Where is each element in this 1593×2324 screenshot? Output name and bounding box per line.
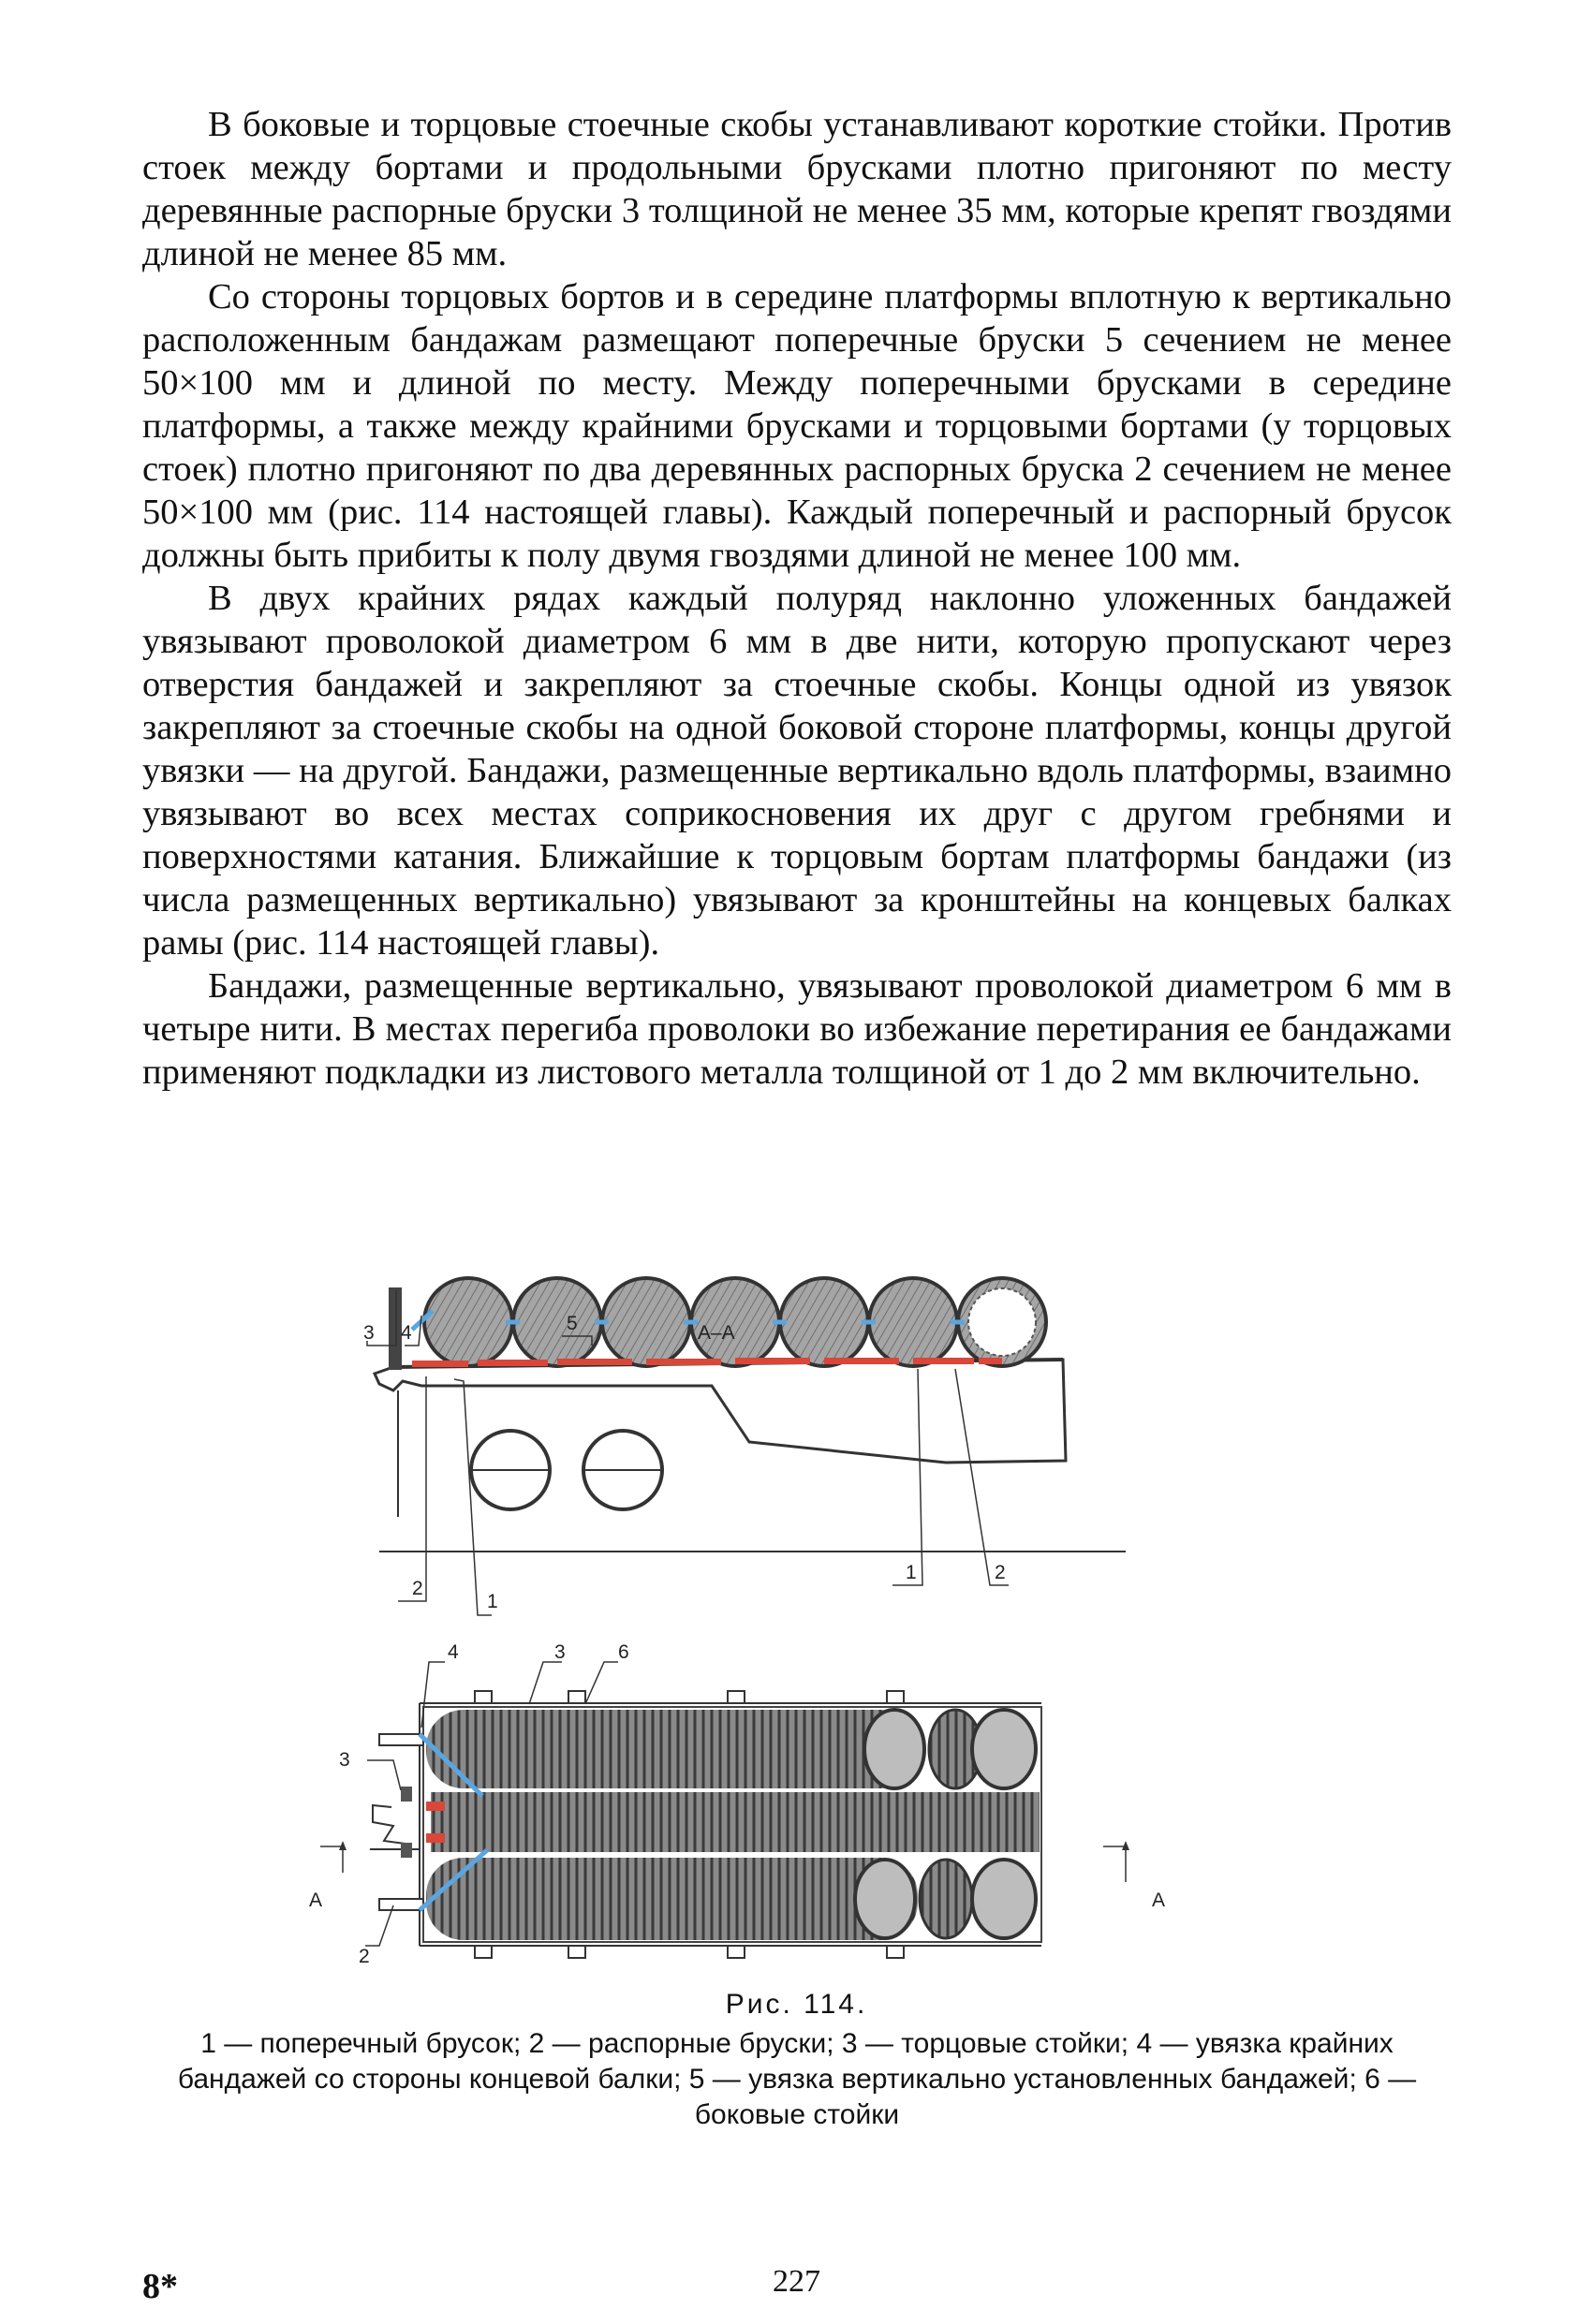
figure-caption-title: Рис. 114. bbox=[725, 1989, 868, 2020]
callout-4: 4 bbox=[401, 1322, 412, 1344]
callout-6: 6 bbox=[618, 1641, 629, 1663]
callout-3: 3 bbox=[554, 1641, 566, 1663]
figure-caption-legend: 1 — поперечный брусок; 2 — распорные бруски; 3 — торцовые стойки; 4 — увязка крайних бандажей со стороны концевой балки; 5 — увязка вертикально установленных бандажей; 6 — боковые стойки bbox=[177, 2028, 1417, 2130]
section-marker-a: А bbox=[309, 1890, 323, 1911]
paragraph-1: В боковые и торцовые стоечные скобы устанавливают короткие стойки. Против стоек между бортами и продольными брусками плотно пригоняют по месту деревянные распорные бруски 3 толщиной не менее 35 мм, которые крепят гвоздями длиной не менее 85 мм. bbox=[142, 105, 1452, 273]
callout-2: 2 bbox=[359, 1946, 370, 1967]
signature-mark: 8* bbox=[142, 2267, 178, 2306]
paragraph-3: В двух крайних рядах каждый полуряд наклонно уложенных бандажей увязывают проволокой диаметром 6 мм в две нити, которую пропускают через отверстия бандажей и закрепляют за стоечные скобы. Концы одной из увязок закрепляют за стоечные скобы на одной боковой стороне платформы, концы другой увязки — на другой. Бандажи, размещенные вертикально вдоль платформы, взаимно увязывают во всех местах соприкосновения их друг с другом гребнями и поверхностями катания. Ближайшие к торцовым бортам платформы бандажи (из числа размещенных вертикально) увязывают за кронштейны на концевых балках рамы (рис. 114 настоящей главы). bbox=[142, 579, 1452, 963]
callout-3: 3 bbox=[363, 1322, 375, 1344]
section-view bbox=[363, 1278, 1126, 1615]
end-stake bbox=[389, 1287, 402, 1370]
paragraph-2: Со стороны торцовых бортов и в середине платформы вплотную к вертикально расположенным бандажам размещают поперечные бруски 5 сечением не менее 50×100 мм и длиной по месту. Между поперечными брусками в середине платформы, а также между крайними брусками и торцовыми бортами (у торцовых стоек) плотно пригоняют по два деревянных распорных бруска 2 сечением не менее 50×100 мм (рис. 114 настоящей главы). Каждый поперечный и распорный брусок должны быть прибиты к полу двумя гвоздями длиной не менее 100 мм. bbox=[142, 277, 1452, 575]
callout-5: 5 bbox=[567, 1313, 578, 1334]
section-marker-a: А bbox=[1152, 1890, 1166, 1911]
plan-view bbox=[309, 1641, 1165, 1967]
page-number: 227 bbox=[773, 2264, 820, 2299]
callout-1: 1 bbox=[487, 1591, 498, 1612]
section-label: А–А bbox=[698, 1322, 735, 1344]
lower-tire-stack bbox=[426, 1858, 1036, 1940]
callout-2: 2 bbox=[412, 1578, 423, 1599]
upper-tire-stack bbox=[426, 1710, 1036, 1788]
callout-3: 3 bbox=[339, 1749, 350, 1771]
callout-4: 4 bbox=[448, 1641, 459, 1663]
callout-1: 1 bbox=[906, 1562, 917, 1583]
middle-tire-row bbox=[426, 1792, 1040, 1852]
callout-2: 2 bbox=[995, 1562, 1006, 1583]
paragraph-4: Бандажи, размещенные вертикально, увязывают проволокой диаметром 6 мм в четыре нити. В местах перегиба проволоки во избежание перетирания ее бандажами применяют подкладки из листового металла толщиной от 1 до 2 мм включительно. bbox=[142, 966, 1452, 1092]
